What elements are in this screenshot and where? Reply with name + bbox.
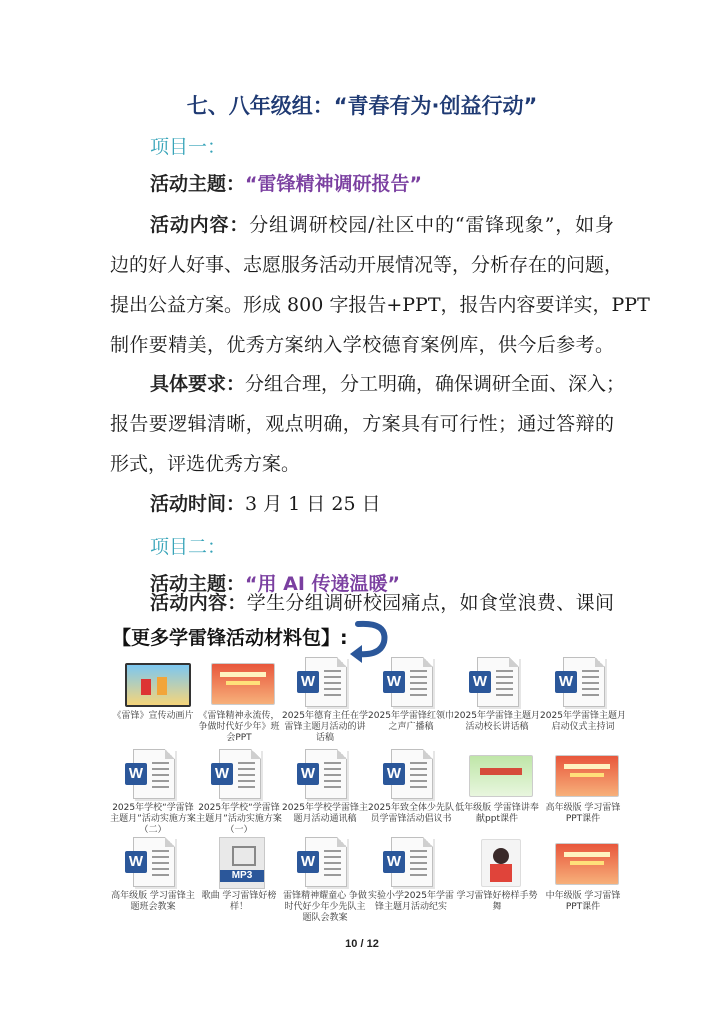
word-document-icon: W: [383, 657, 439, 707]
page-number: 10 / 12: [345, 938, 379, 950]
word-document-icon: W: [211, 749, 267, 799]
file-caption: 《雷锋》宣传动画片: [112, 711, 194, 721]
project-1-requirements-line-3: 形式，评选优秀方案。: [110, 453, 301, 475]
word-document-icon: W: [383, 837, 439, 887]
ppt-thumbnail-icon: [469, 749, 525, 799]
content-label: 活动内容：: [150, 214, 250, 236]
project-2-content-line-1: 活动内容：学生分组调研校园痛点，如食堂浪费、课间: [150, 592, 614, 614]
file-item[interactable]: [540, 749, 626, 825]
file-caption: 低年级版 学雷锋讲奉献ppt课件: [455, 803, 539, 824]
theme-label: 活动主题：: [150, 573, 246, 595]
file-item[interactable]: [110, 749, 196, 836]
project-1-content-line-1: 活动内容：分组调研校园/社区中的“雷锋现象”，如身: [150, 214, 614, 236]
file-item[interactable]: [282, 837, 368, 924]
theme-text: “用 AI 传递温暖”: [245, 573, 400, 595]
theme-label: 活动主题：: [150, 173, 246, 195]
file-caption: 学习雷锋好榜样手势舞: [456, 891, 538, 912]
theme-text: “雷锋精神调研报告”: [245, 173, 422, 195]
project-1-theme: [150, 172, 422, 196]
file-caption: 《雷锋精神永流传，争做时代好少年》班会PPT: [198, 711, 280, 743]
requirements-label: 具体要求：: [150, 373, 246, 395]
project-2-heading: 项目二：: [150, 536, 227, 558]
project-1-time: 活动时间：3 月 1 日 25 日: [150, 493, 381, 515]
file-item[interactable]: [282, 657, 368, 744]
file-caption: 中年级版 学习雷锋PPT课件: [545, 891, 621, 912]
file-item[interactable]: [454, 657, 540, 733]
file-caption: 2025年学雷锋主题月活动校长讲话稿: [454, 711, 540, 732]
file-item[interactable]: [454, 837, 540, 913]
file-item[interactable]: [282, 749, 368, 825]
file-item[interactable]: [368, 837, 454, 913]
word-document-icon: W: [297, 657, 353, 707]
materials-grid: [110, 657, 630, 929]
file-caption: 实验小学2025年学雷锋主题月活动纪实: [368, 891, 454, 912]
word-document-icon: W: [125, 749, 181, 799]
word-document-icon: W: [555, 657, 611, 707]
ppt-thumbnail-icon: [555, 837, 611, 887]
image-thumbnail-icon: [469, 837, 525, 887]
file-item[interactable]: [110, 837, 196, 913]
word-document-icon: W: [297, 837, 353, 887]
file-caption: 2025年德育主任在学雷锋主题月活动的讲话稿: [282, 711, 368, 743]
project-1-content-line-2: 边的好人好事、志愿服务活动开展情况等，分析存在的问题，: [110, 254, 624, 276]
file-item[interactable]: [110, 657, 196, 722]
word-document-icon: W: [297, 749, 353, 799]
word-document-icon: W: [469, 657, 525, 707]
file-item[interactable]: [454, 749, 540, 825]
file-caption: 2025年学雷锋主题月启动仪式主持词: [540, 711, 626, 732]
project-1-requirements-line-2: 报告要逻辑清晰，观点明确，方案具有可行性；通过答辩的: [110, 413, 614, 435]
content-label: 活动内容：: [150, 592, 247, 614]
mp3-label: MP3: [220, 870, 264, 882]
file-caption: 歌曲 学习雷锋好榜样！: [201, 891, 277, 912]
file-caption: 雷锋精神耀童心 争做时代好少年少先队主题队会教案: [283, 891, 367, 923]
section-title: 七、八年级组：“青春有为·创益行动”: [186, 94, 538, 118]
file-caption: 2025年学校“学雷锋主题月”活动实施方案（一）: [196, 803, 282, 835]
file-caption: 2025年学校“学雷锋主题月”活动实施方案（二）: [110, 803, 196, 835]
video-thumbnail-icon: [125, 657, 181, 707]
file-caption: 高年级版 学习雷锋主题班会教案: [111, 891, 195, 912]
file-item[interactable]: [196, 837, 282, 913]
file-item[interactable]: [368, 749, 454, 825]
file-item[interactable]: [368, 657, 454, 733]
ppt-thumbnail-icon: [555, 749, 611, 799]
more-materials-heading: 【更多学雷锋活动材料包】:: [112, 627, 348, 649]
word-document-icon: W: [125, 837, 181, 887]
file-caption: 2025年致全体少先队员学雷锋活动倡议书: [368, 803, 454, 824]
project-1-heading: 项目一：: [150, 136, 227, 158]
file-item[interactable]: [540, 837, 626, 913]
file-item[interactable]: [196, 657, 282, 744]
project-1-content-line-4: 制作要精美，优秀方案纳入学校德育案例库，供今后参考。: [110, 334, 614, 356]
time-label: 活动时间：: [150, 493, 246, 515]
file-caption: 高年级版 学习雷锋PPT课件: [545, 803, 621, 824]
word-document-icon: W: [383, 749, 439, 799]
file-caption: 2025年学雷锋红领巾之声广播稿: [368, 711, 454, 732]
ppt-thumbnail-icon: [211, 657, 267, 707]
mp3-file-icon: [211, 837, 267, 887]
project-1-content-line-3: 提出公益方案。形成 800 字报告+PPT，报告内容要详实，PPT: [110, 294, 650, 316]
file-item[interactable]: [540, 657, 626, 733]
project-1-requirements-line-1: 具体要求：分组合理，分工明确，确保调研全面、深入；: [150, 373, 626, 395]
file-item[interactable]: [196, 749, 282, 836]
file-caption: 2025年学校学雷锋主题月活动通讯稿: [282, 803, 368, 824]
